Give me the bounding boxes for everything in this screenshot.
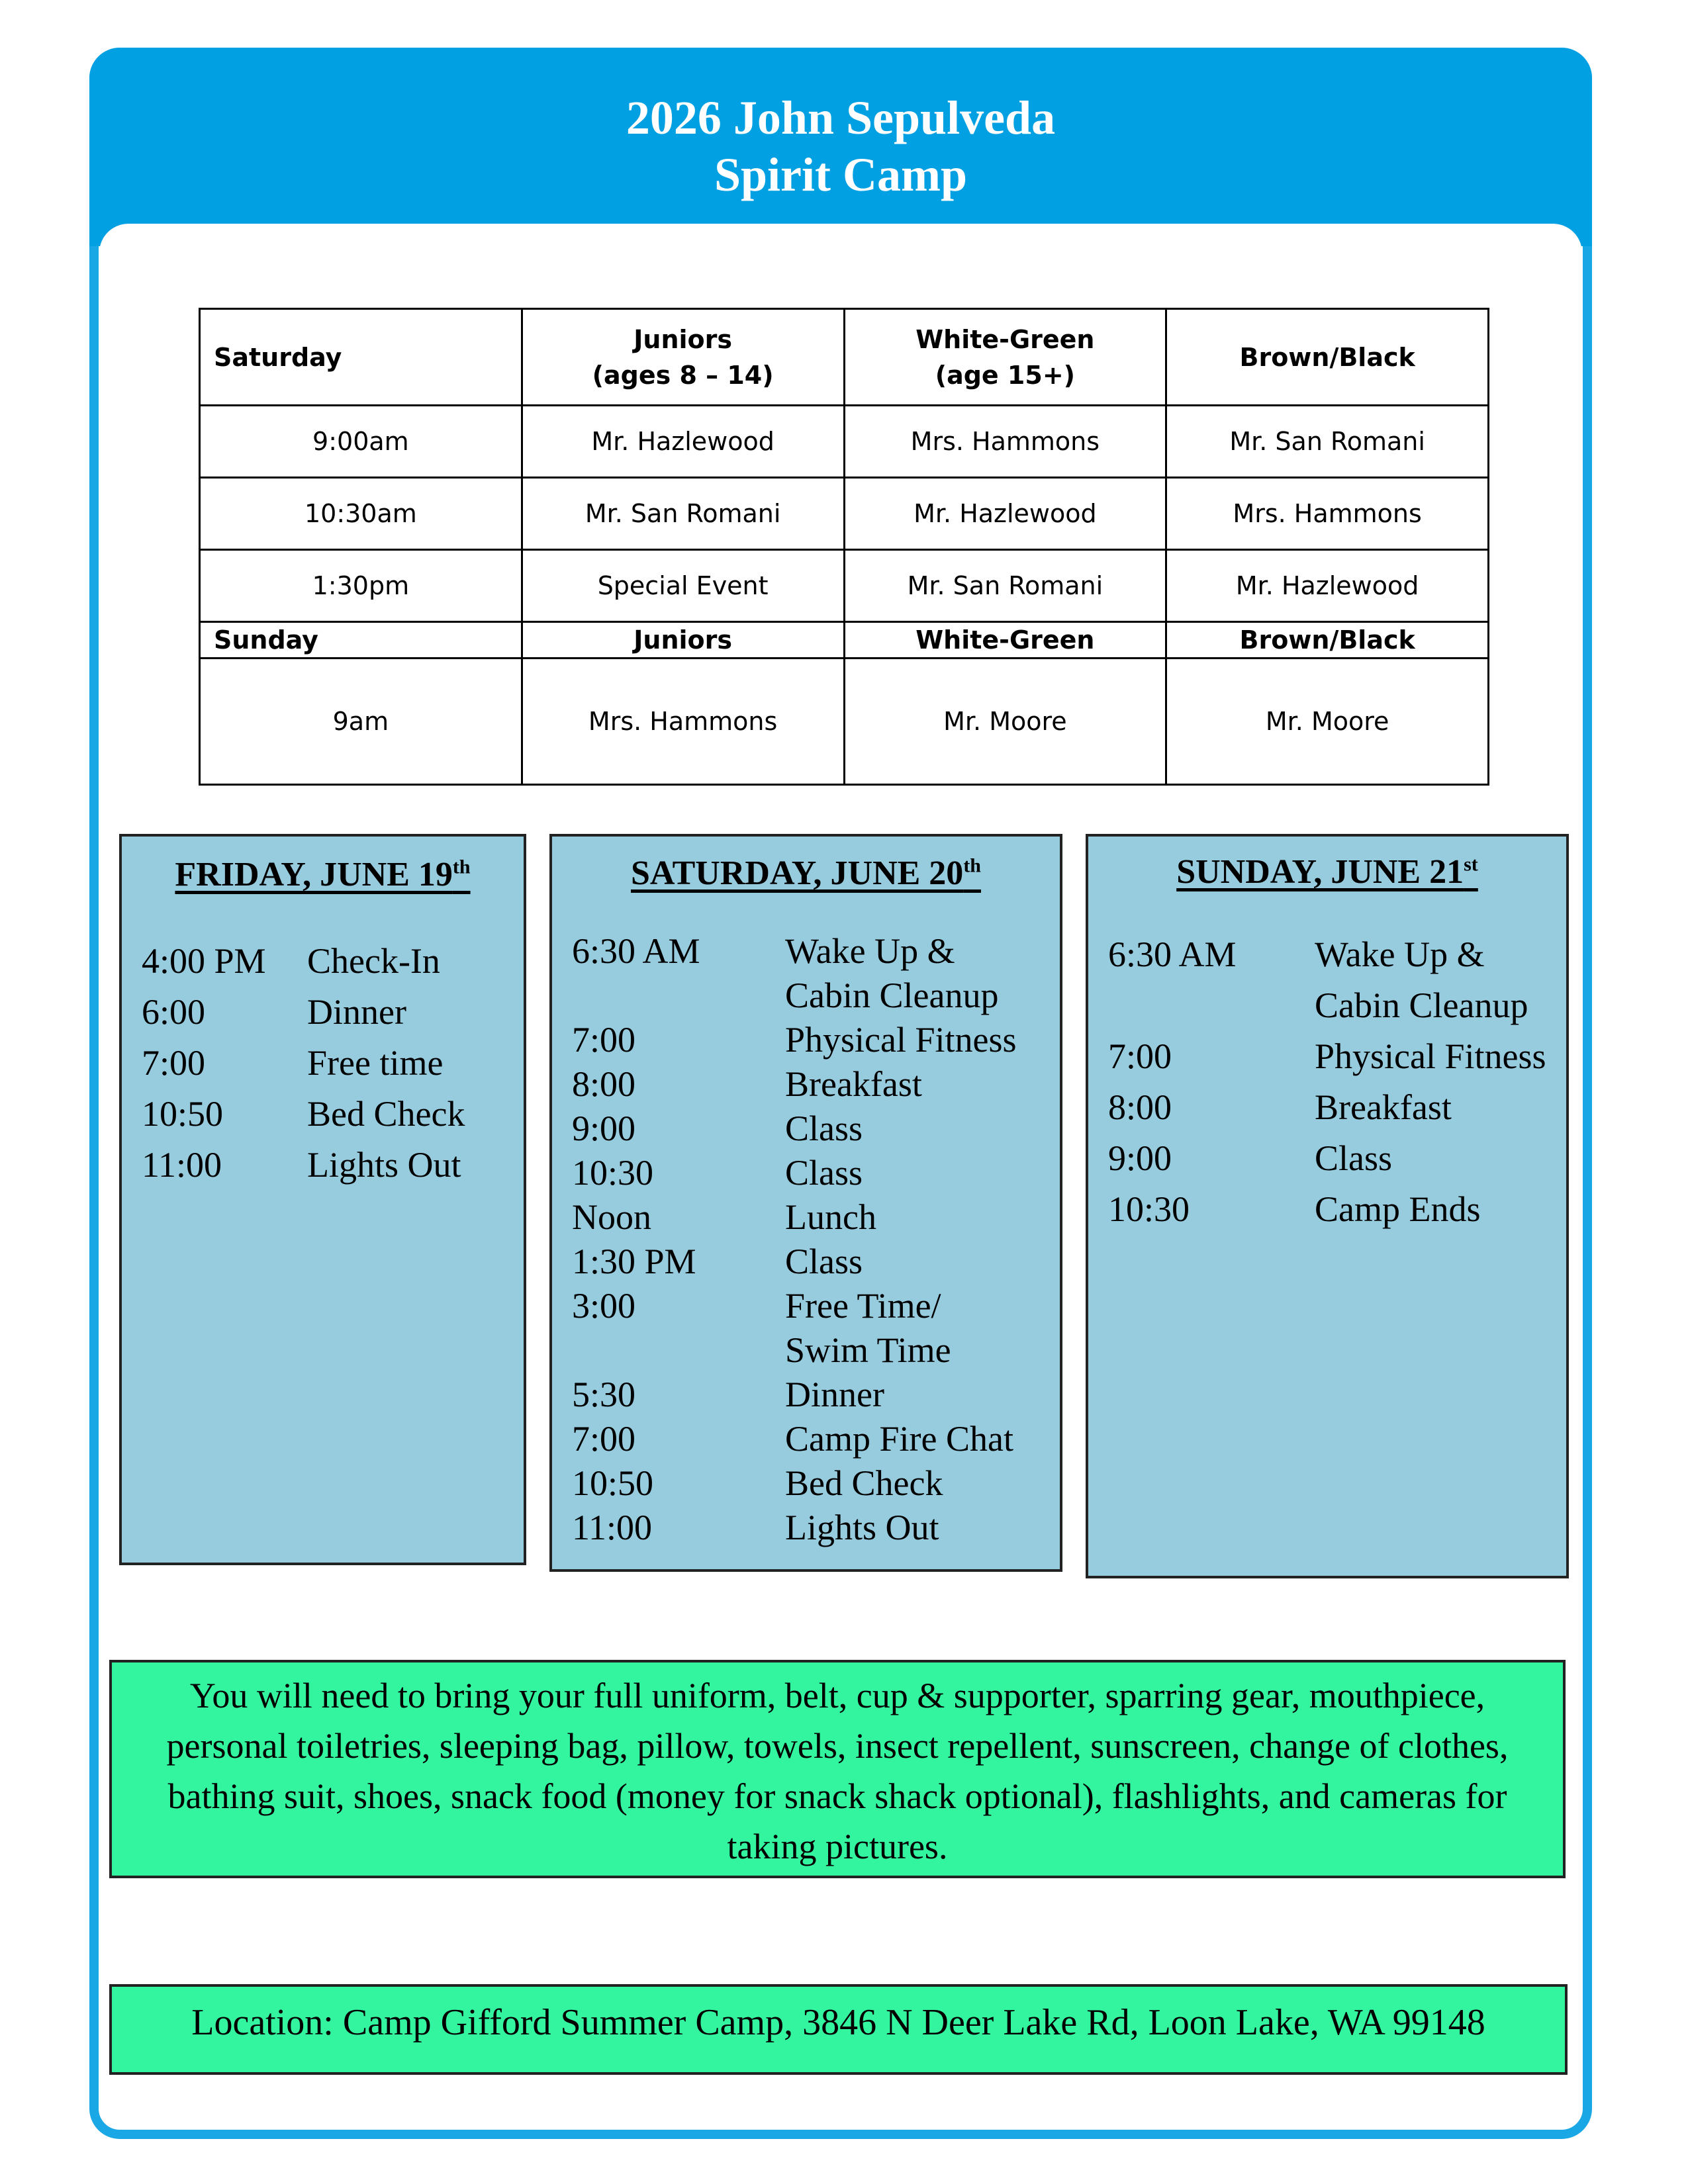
saturday-schedule-box — [549, 834, 1062, 1572]
schedule-activity: Free Time/ — [785, 1286, 941, 1326]
table-cell: Mr. Moore — [1166, 659, 1489, 785]
schedule-activity: Bed Check — [307, 1094, 465, 1134]
schedule-activity: Lights Out — [307, 1145, 461, 1185]
table-cell: 1:30pm — [200, 550, 522, 622]
schedule-activity: Physical Fitness — [785, 1020, 1017, 1060]
schedule-item — [572, 1284, 1055, 1328]
schedule-time: 10:30 — [572, 1153, 654, 1193]
schedule-time: 1:30 PM — [572, 1242, 696, 1281]
friday-title-suffix: th — [452, 856, 471, 878]
location-box — [109, 1984, 1568, 2075]
header-juniors-ages: (ages 8 – 14) — [592, 360, 774, 390]
schedule-activity: Dinner — [785, 1375, 884, 1414]
table-cell: Mr. Hazlewood — [844, 478, 1166, 550]
schedule-activity: Wake Up & — [1315, 934, 1485, 974]
table-row — [200, 478, 1489, 550]
sunday-schedule-box — [1086, 834, 1569, 1578]
schedule-time: 4:00 PM — [142, 941, 266, 981]
table-cell: Mr. Moore — [844, 659, 1166, 785]
schedule-activity: Camp Fire Chat — [785, 1419, 1013, 1459]
schedule-item — [1108, 1184, 1565, 1235]
schedule-time: 7:00 — [142, 1043, 206, 1083]
schedule-time: 11:00 — [572, 1508, 652, 1547]
schedule-activity: Wake Up & — [785, 931, 955, 971]
schedule-time — [1108, 980, 1315, 1031]
schedule-time — [572, 1328, 785, 1373]
table-cell: Mr. San Romani — [1166, 406, 1489, 478]
schedule-activity: Cabin Cleanup — [785, 976, 999, 1015]
schedule-activity: Cabin Cleanup — [1315, 985, 1528, 1025]
class-schedule-table — [199, 308, 1489, 786]
title-line-2: Spirit Camp — [714, 148, 968, 201]
schedule-time: 10:50 — [142, 1094, 224, 1134]
schedule-activity: Camp Ends — [1315, 1189, 1481, 1229]
table-header-cell: Sunday — [200, 622, 522, 659]
table-cell: Mr. Hazlewood — [522, 406, 844, 478]
table-cell: Mr. San Romani — [522, 478, 844, 550]
schedule-item — [572, 1461, 1055, 1506]
schedule-item — [572, 929, 1055, 974]
schedule-item — [142, 987, 512, 1038]
table-header-cell: Saturday — [200, 309, 522, 406]
title-line-1: 2026 John Sepulveda — [626, 91, 1056, 144]
schedule-item — [572, 1417, 1055, 1461]
schedule-activity: Swim Time — [785, 1330, 951, 1370]
schedule-time: 7:00 — [572, 1419, 636, 1459]
schedule-time — [572, 974, 785, 1018]
schedule-item — [142, 1089, 512, 1140]
schedule-activity: Physical Fitness — [1315, 1036, 1546, 1076]
friday-title — [122, 855, 524, 894]
schedule-item — [1108, 1031, 1565, 1082]
sunday-title — [1088, 852, 1566, 891]
schedule-activity: Lunch — [785, 1197, 876, 1237]
schedule-activity: Check-In — [307, 941, 440, 981]
schedule-time: 6:30 AM — [572, 931, 700, 971]
table-header-cell — [844, 309, 1166, 406]
friday-schedule-box — [119, 834, 526, 1565]
schedule-item — [572, 1195, 1055, 1240]
schedule-item — [1108, 980, 1565, 1031]
table-header-cell: Brown/Black — [1166, 622, 1489, 659]
table-cell: Mrs. Hammons — [844, 406, 1166, 478]
table-cell: Mrs. Hammons — [1166, 478, 1489, 550]
schedule-activity: Class — [785, 1242, 863, 1281]
schedule-activity: Bed Check — [785, 1463, 943, 1503]
header-juniors: Juniors — [633, 324, 732, 354]
schedule-activity: Breakfast — [785, 1064, 922, 1104]
schedule-item — [572, 1506, 1055, 1550]
table-cell: Mr. Hazlewood — [1166, 550, 1489, 622]
schedule-activity: Class — [785, 1109, 863, 1148]
table-cell: Mr. San Romani — [844, 550, 1166, 622]
saturday-title-suffix: th — [963, 854, 981, 877]
schedule-item — [1108, 1133, 1565, 1184]
friday-schedule-list — [142, 936, 512, 1191]
schedule-item — [572, 1107, 1055, 1151]
saturday-schedule-list — [572, 929, 1055, 1550]
schedule-time: 9:00 — [572, 1109, 636, 1148]
header-white-green-ages: (age 15+) — [935, 360, 1076, 390]
sunday-title-suffix: st — [1464, 853, 1478, 876]
table-header-cell: Brown/Black — [1166, 309, 1489, 406]
schedule-time: 10:30 — [1108, 1189, 1190, 1229]
schedule-time: 8:00 — [572, 1064, 636, 1104]
sunday-title-text: SUNDAY, JUNE 21 — [1176, 853, 1464, 891]
schedule-activity: Dinner — [307, 992, 406, 1032]
schedule-activity: Breakfast — [1315, 1087, 1452, 1127]
schedule-time: 11:00 — [142, 1145, 222, 1185]
schedule-time: 3:00 — [572, 1286, 636, 1326]
packing-list-text: You will need to bring your full uniform, belt, cup & supporter, sparring gear, mouthpiece, personal toiletries, sleeping bag, pillow, towels, insect repellent, sunscreen, change of clothes, bathing suit, shoes, snack food (money for snack shack optional), flashlights, and cameras for taking pictures. — [166, 1676, 1509, 1866]
table-header-cell — [522, 309, 844, 406]
schedule-item — [1108, 1082, 1565, 1133]
schedule-activity: Lights Out — [785, 1508, 939, 1547]
table-cell: Special Event — [522, 550, 844, 622]
schedule-item — [572, 1373, 1055, 1417]
schedule-time: 5:30 — [572, 1375, 636, 1414]
schedule-activity: Class — [1315, 1138, 1393, 1178]
header-white-green: White-Green — [915, 324, 1095, 354]
schedule-item — [572, 1328, 1055, 1373]
table-row — [200, 550, 1489, 622]
packing-list-box — [109, 1660, 1566, 1878]
table-header-row-sunday — [200, 622, 1489, 659]
schedule-activity: Class — [785, 1153, 863, 1193]
table-cell: 9am — [200, 659, 522, 785]
table-row — [200, 406, 1489, 478]
saturday-title-text: SATURDAY, JUNE 20 — [631, 854, 964, 892]
schedule-time: 7:00 — [1108, 1036, 1172, 1076]
table-cell: 9:00am — [200, 406, 522, 478]
schedule-item — [142, 936, 512, 987]
schedule-item — [572, 1062, 1055, 1107]
friday-title-text: FRIDAY, JUNE 19 — [175, 856, 453, 893]
schedule-item — [1108, 929, 1565, 980]
schedule-item — [572, 1151, 1055, 1195]
schedule-activity: Free time — [307, 1043, 444, 1083]
table-header-cell: Juniors — [522, 622, 844, 659]
schedule-item — [142, 1038, 512, 1089]
table-cell: Mrs. Hammons — [522, 659, 844, 785]
schedule-time: 8:00 — [1108, 1087, 1172, 1127]
schedule-time: 6:00 — [142, 992, 206, 1032]
schedule-time: 9:00 — [1108, 1138, 1172, 1178]
schedule-time: 6:30 AM — [1108, 934, 1237, 974]
schedule-item — [572, 974, 1055, 1018]
schedule-item — [142, 1140, 512, 1191]
location-text: Location: Camp Gifford Summer Camp, 3846 N Deer Lake Rd, Loon Lake, WA 99148 — [191, 2002, 1485, 2043]
schedule-time: 10:50 — [572, 1463, 654, 1503]
table-row — [200, 659, 1489, 785]
page-title — [89, 89, 1592, 203]
table-header-cell: White-Green — [844, 622, 1166, 659]
saturday-title — [552, 854, 1060, 893]
schedule-item — [572, 1018, 1055, 1062]
table-cell: 10:30am — [200, 478, 522, 550]
sunday-schedule-list — [1108, 929, 1565, 1235]
schedule-item — [572, 1240, 1055, 1284]
schedule-time: 7:00 — [572, 1020, 636, 1060]
table-header-row — [200, 309, 1489, 406]
schedule-time: Noon — [572, 1197, 651, 1237]
